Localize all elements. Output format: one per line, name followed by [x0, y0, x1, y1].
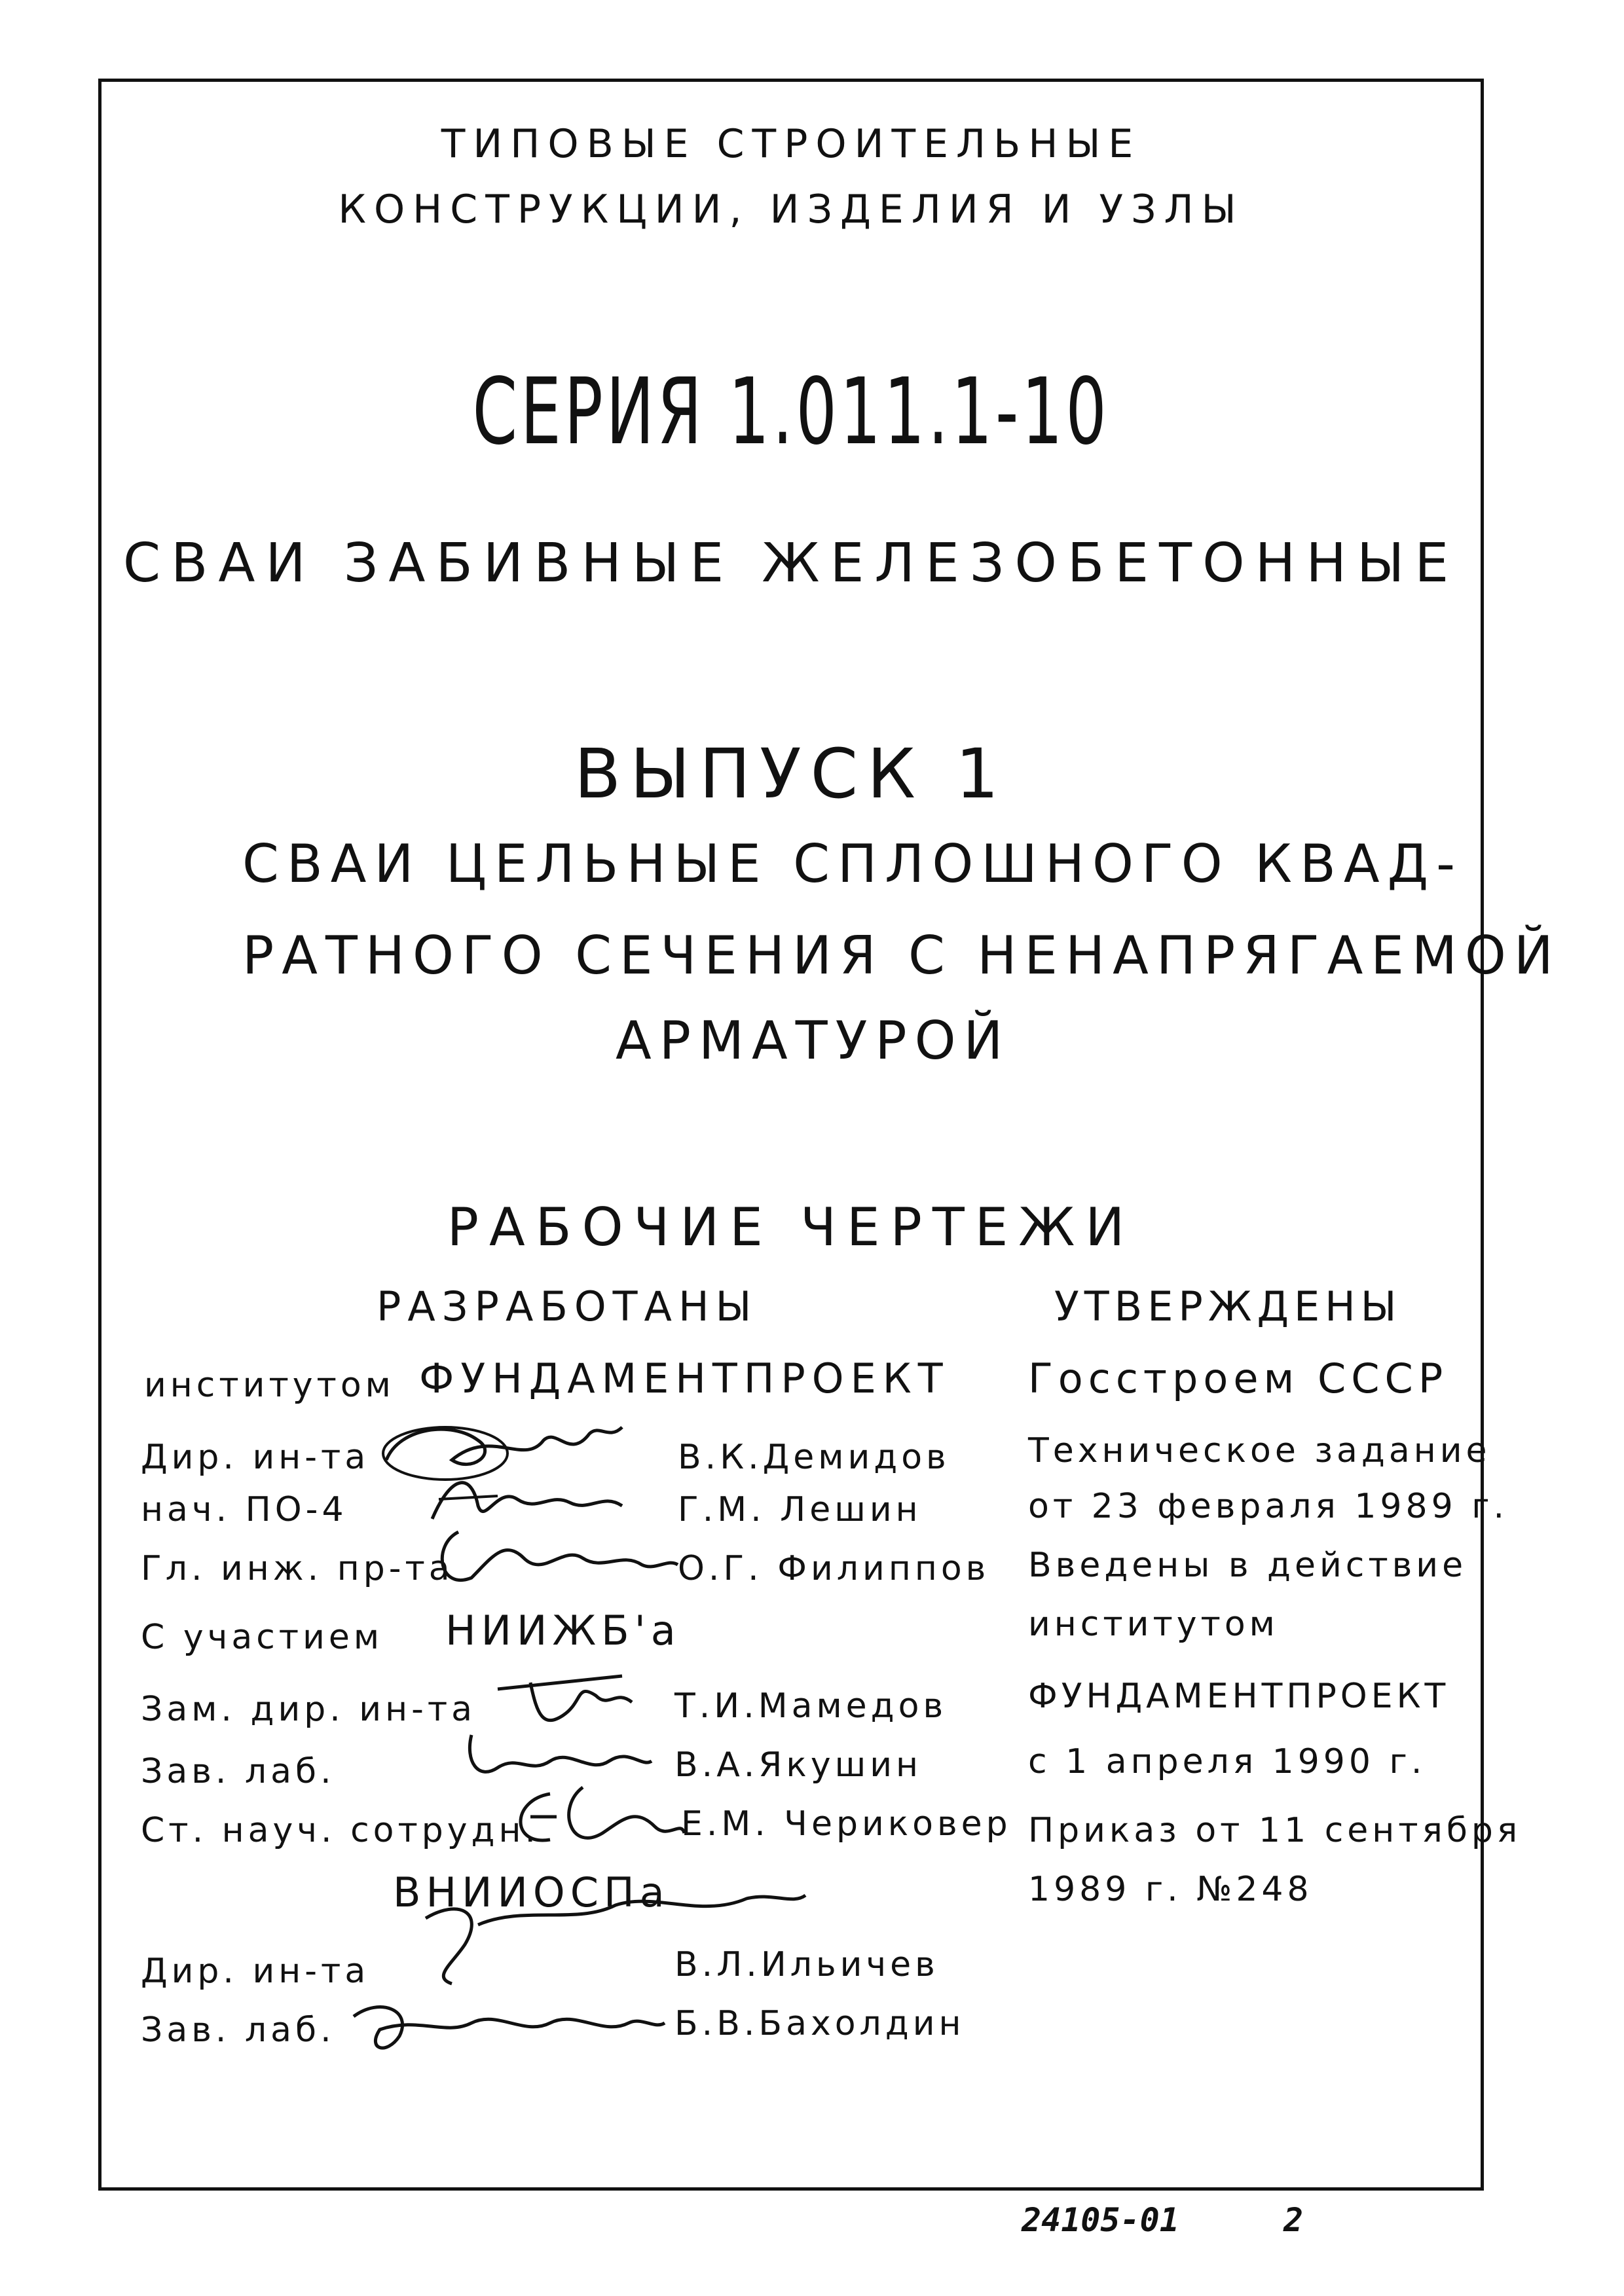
developed-heading: РАЗРАБОТАНЫ	[377, 1283, 758, 1330]
person-role: нач. ПО-4	[141, 1490, 348, 1529]
institute-name: ФУНДАМЕНТПРОЕКТ	[419, 1355, 950, 1402]
page-number: 2	[1283, 2201, 1304, 2239]
signature-bakholdin	[341, 1990, 668, 2062]
issue-title-line-3: АРМАТУРОЙ	[616, 1010, 1011, 1071]
enacted-line-1: Введены в действие	[1028, 1546, 1467, 1585]
task-line-2: от 23 февраля 1989 г.	[1028, 1487, 1509, 1526]
document-code: 24105-01	[1022, 2201, 1179, 2239]
issue-title-line-2: РАТНОГО СЕЧЕНИЯ С НЕНАПРЯГАЕМОЙ	[242, 925, 1561, 986]
institute-prefix: институтом	[144, 1366, 395, 1405]
series-number: СЕРИЯ 1.011.1-10	[472, 359, 1110, 465]
person-name: В.К.Демидов	[678, 1438, 950, 1477]
series-name: СВАИ ЗАБИВНЫЕ ЖЕЛЕЗОБЕТОННЫЕ	[122, 532, 1460, 594]
person-name: В.А.Якушин	[674, 1745, 922, 1785]
order-line-1: Приказ от 11 сентября	[1028, 1811, 1522, 1850]
order-line-2: 1989 г. №248	[1028, 1870, 1313, 1909]
person-role: Дир. ин-та	[141, 1438, 370, 1477]
document-type: РАБОЧИЕ ЧЕРТЕЖИ	[447, 1197, 1135, 1258]
participation-label: С участием	[141, 1618, 384, 1657]
person-name: В.Л.Ильичев	[674, 1945, 939, 1984]
signature-ilichev	[406, 1886, 812, 1990]
person-role: Зав. лаб.	[141, 2011, 335, 2050]
person-name: О.Г. Филиппов	[678, 1549, 990, 1588]
approved-by: Госстроем СССР	[1028, 1355, 1449, 1402]
person-name: Б.В.Бахолдин	[674, 2004, 965, 2043]
person-role: Ст. науч. сотрудн.	[141, 1811, 540, 1850]
person-name: Г.М. Лешин	[678, 1490, 922, 1529]
enacted-line-3: ФУНДАМЕНТПРОЕКТ	[1028, 1677, 1450, 1716]
signature-filippov	[432, 1519, 681, 1597]
person-role: Зам. дир. ин-та	[141, 1690, 477, 1729]
participant-org: НИИЖБ'а	[445, 1607, 681, 1654]
person-role: Дир. ин-та	[141, 1952, 370, 1991]
task-line-1: Техническое задание	[1028, 1431, 1491, 1470]
person-role: Гл. инж. пр-та	[141, 1549, 454, 1588]
signature-cherikover	[504, 1781, 688, 1866]
approved-heading: УТВЕРЖДЕНЫ	[1054, 1283, 1402, 1330]
person-role: Зав. лаб.	[141, 1752, 335, 1791]
person-name: Т.И.Мамедов	[674, 1686, 948, 1726]
issue-title-line-1: СВАИ ЦЕЛЬНЫЕ СПЛОШНОГО КВАД-	[242, 833, 1463, 894]
person-name: Е.М. Чериковер	[681, 1804, 1012, 1844]
enacted-line-2: институтом	[1028, 1605, 1279, 1644]
issue-number: ВЫПУСК 1	[574, 734, 1008, 814]
header-line-1: ТИПОВЫЕ СТРОИТЕЛЬНЫЕ	[441, 121, 1141, 167]
header-line-2: КОНСТРУКЦИИ, ИЗДЕЛИЯ И УЗЛЫ	[338, 187, 1244, 232]
date-line: с 1 апреля 1990 г.	[1028, 1742, 1426, 1781]
second-org: ВНИИОСПа	[393, 1868, 670, 1916]
